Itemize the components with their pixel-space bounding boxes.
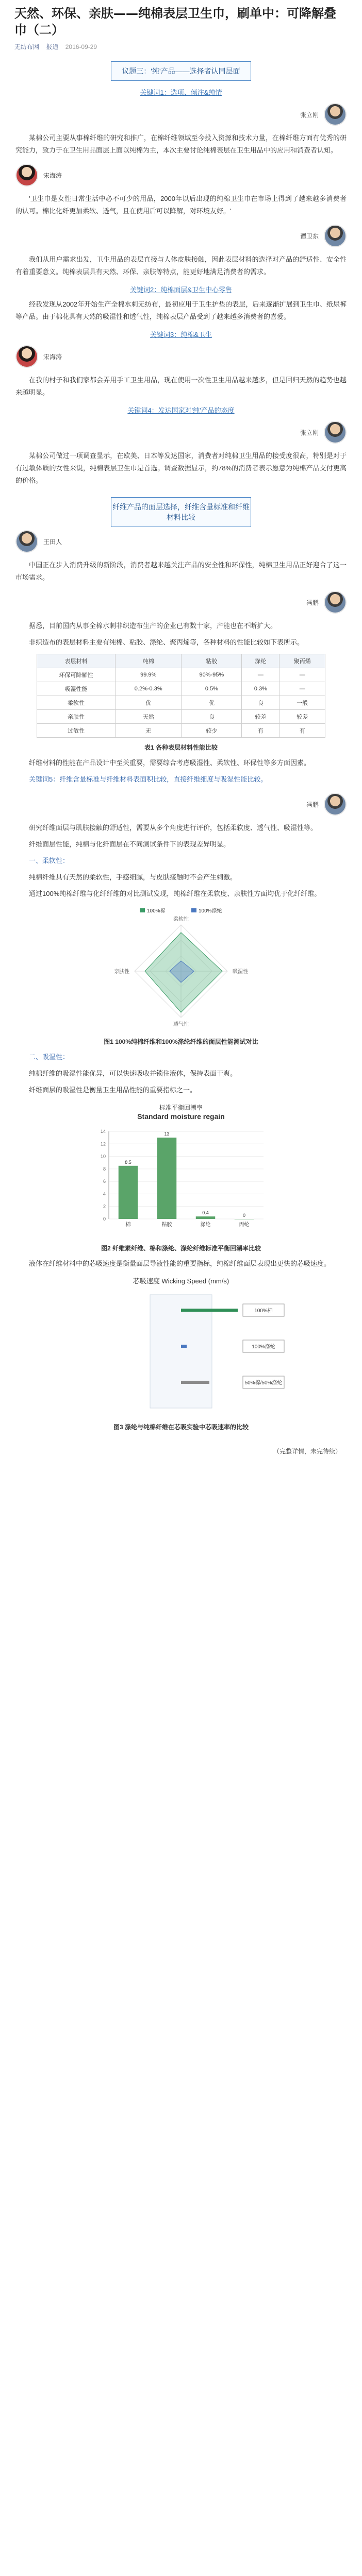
paragraph: 中国正在步入消费升级的新阶段，消费者越来越关注产品的安全性和环保性，纯棉卫生用品正好迎合了这一市场需求。 bbox=[15, 561, 347, 581]
speaker-name: 宋海涛 bbox=[43, 172, 62, 179]
paragraph: 非织造布的表层材料主要有纯棉、粘胶、涤纶、聚丙烯等，各种材料的性能比较如下表所示。 bbox=[29, 638, 304, 646]
table-cell: 吸湿性能 bbox=[37, 682, 116, 696]
table-row bbox=[37, 710, 325, 724]
speaker-row bbox=[0, 790, 362, 818]
y-tick-label: 12 bbox=[100, 1141, 106, 1147]
speaker-row bbox=[0, 418, 362, 446]
table-cell: 一般 bbox=[279, 696, 325, 710]
speaker-row bbox=[0, 527, 362, 555]
y-tick-label: 4 bbox=[103, 1191, 106, 1197]
keyword-line bbox=[0, 87, 362, 97]
paragraph: '卫生巾是女性日常生活中必不可少的用品，2000年以后出现的纯棉卫生巾在市场上得到了越来越多消费者的认可。棉比化纤更加柔软、透气，且在使用后可以降解，对环境友好。' bbox=[15, 195, 347, 215]
bar bbox=[196, 1216, 216, 1219]
avatar bbox=[15, 164, 38, 187]
article-date: 2016-09-29 bbox=[65, 43, 97, 50]
paragraph: 纤维面层性能，纯棉与化纤面层在不同测试条件下的表现差异明显。 bbox=[29, 840, 231, 848]
y-tick-label: 14 bbox=[100, 1129, 106, 1134]
table-header: 涤纶 bbox=[242, 654, 279, 668]
bar bbox=[157, 1138, 177, 1219]
article-header bbox=[0, 0, 362, 51]
legend-label: 100%涤纶 bbox=[199, 908, 222, 914]
chart-title: Standard moisture regain bbox=[137, 1112, 225, 1121]
data-label: 13 bbox=[164, 1131, 170, 1137]
y-tick-label: 2 bbox=[103, 1204, 106, 1209]
radar-label: 透气性 bbox=[173, 1022, 189, 1027]
x-tick-label: 棉 bbox=[125, 1222, 131, 1228]
speaker-row bbox=[0, 161, 362, 189]
table-row bbox=[37, 682, 325, 696]
topic-box: 纤维产品的面层选择，纤维含量标准和纤维材料比较 bbox=[111, 497, 251, 527]
table-cell: 良 bbox=[182, 710, 242, 724]
table-cell: 有 bbox=[279, 724, 325, 738]
table-header-row bbox=[37, 654, 325, 668]
subheading: 一、柔软性： bbox=[29, 857, 70, 865]
topic-box: 议题三：'纯'产品——选择者认同层面 bbox=[111, 61, 251, 81]
table-header: 聚丙烯 bbox=[279, 654, 325, 668]
figure-caption: 图3 涤纶与纯棉纤维在芯吸实验中芯吸速率的比较 bbox=[113, 1423, 249, 1431]
paragraph: 通过100%纯棉纤维与化纤纤维的对比测试发现，纯棉纤维在柔软度、亲肤性方面均优于化纤纤维。 bbox=[29, 890, 321, 897]
keyword-line bbox=[0, 405, 362, 415]
keyword-text: 关键词2：纯棉面层&卫生中心零售 bbox=[130, 286, 232, 294]
speaker-name: 宋海涛 bbox=[43, 353, 62, 361]
wicking-label: 50%棉/50%涤纶 bbox=[244, 1380, 283, 1386]
paragraph: 研究纤维面层与肌肤接触的舒适性，需要从多个角度进行评价，包括柔软度、透气性、吸湿性等。 bbox=[29, 824, 318, 832]
table-cell: 环保可降解性 bbox=[37, 668, 116, 682]
wicking-label: 100%涤纶 bbox=[252, 1344, 275, 1350]
paragraph: 某棉公司主要从事棉纤维的研究和推广，在棉纤维领域至今投入资源和技术力量，在棉纤维方面有优秀的研究能力，致力于在卫生用品面层上面以纯棉为主，本次主要讨论纯棉表层在卫生用品中的应用和消费者认知。 bbox=[15, 134, 347, 154]
table-cell: 天然 bbox=[115, 710, 182, 724]
speaker-name: 谭卫东 bbox=[300, 232, 319, 240]
speaker-name: 冯鹏 bbox=[306, 599, 319, 606]
article-author: 报道 bbox=[46, 43, 59, 50]
x-tick-label: 粘胶 bbox=[161, 1222, 172, 1228]
y-tick-label: 10 bbox=[100, 1154, 106, 1159]
radar-figure bbox=[83, 904, 279, 1033]
table-cell: 良 bbox=[242, 696, 279, 710]
table-cell: 90%-95% bbox=[182, 668, 242, 682]
bar bbox=[119, 1166, 138, 1219]
table-row bbox=[37, 696, 325, 710]
table-cell: 99.9% bbox=[115, 668, 182, 682]
table-cell: 较少 bbox=[182, 724, 242, 738]
paragraph: 在我的村子和我们家都会弄用手工卫生用品，现在使用一次性卫生用品越来越多，但是回归天然的趋势也越来越明显。 bbox=[15, 376, 347, 396]
article-title: 天然、环保、亲肤——纯棉表层卫生巾，刷单中：可降解叠巾（二） bbox=[14, 6, 336, 37]
bar-figure bbox=[83, 1100, 279, 1240]
table-cell: — bbox=[279, 668, 325, 682]
speaker-row bbox=[0, 588, 362, 616]
keyword-text: 关键词3：纯棉&卫生 bbox=[150, 331, 212, 338]
table-caption: 表1 各种表层材料性能比较 bbox=[144, 744, 218, 751]
avatar bbox=[324, 591, 347, 614]
table-cell: 有 bbox=[242, 724, 279, 738]
table-cell: 0.3% bbox=[242, 682, 279, 696]
table-header: 纯棉 bbox=[115, 654, 182, 668]
x-tick-label: 涤纶 bbox=[200, 1222, 211, 1228]
legend-swatch bbox=[191, 908, 196, 912]
keyword-text: 关键词1：选项、倾注&纯情 bbox=[140, 89, 222, 96]
paragraph: 某棉公司做过一项调查显示，在欧美、日本等发达国家，消费者对纯棉卫生用品的接受度很高，特别是对于有过敏体质的女性来说，纯棉表层卫生巾是首选。调查数据显示，约78%的消费者表示愿意为纯棉产品支付更高的价格。 bbox=[15, 452, 347, 484]
subheading: 二、吸湿性： bbox=[29, 1053, 70, 1061]
paragraph: 纤维面层的吸湿性是衡量卫生用品性能的重要指标之一。 bbox=[29, 1086, 197, 1094]
bar-chart bbox=[83, 1100, 279, 1240]
table-cell: 亲肤性 bbox=[37, 710, 116, 724]
table-cell: 较差 bbox=[242, 710, 279, 724]
radar-label: 吸湿性 bbox=[233, 969, 248, 975]
y-tick-label: 0 bbox=[103, 1216, 106, 1222]
paragraph: 液体在纤维材料中的芯吸速度是衡量面层导液性能的重要指标，纯棉纤维面层表现出更快的芯吸速度。 bbox=[29, 1260, 331, 1267]
article-footer: （完整详情，未完待续） bbox=[273, 1448, 341, 1455]
table-row bbox=[37, 724, 325, 738]
table-row bbox=[37, 668, 325, 682]
keyword-text: 关键词4：发达国家对'纯'产品的态度 bbox=[127, 406, 235, 414]
legend-label: 100%棉 bbox=[147, 908, 166, 914]
paragraph: 我们从用户需求出发，卫生用品的表层直接与人体皮肤接触，因此表层材料的选择对产品的舒适性、安全性有着重要意义。纯棉表层具有天然、环保、亲肤等特点，能更好地满足消费者的需求。 bbox=[15, 256, 347, 276]
data-label: 0.4 bbox=[202, 1210, 209, 1216]
speaker-name: 冯鹏 bbox=[306, 801, 319, 808]
figure-caption: 图1 100%纯棉纤维和100%涤纶纤维的面层性能测试对比 bbox=[104, 1038, 258, 1045]
paragraph: 经我发现从2002年开始生产全棉水刺无纺布，最初应用于卫生护垫的表层，后来逐渐扩展到卫生巾、纸尿裤等产品。由于棉花具有天然的吸湿性和透气性，纯棉表层产品受到了越来越多消费者的喜爱。 bbox=[15, 300, 347, 320]
table-cell: 柔软性 bbox=[37, 696, 116, 710]
table-cell: 过敏性 bbox=[37, 724, 116, 738]
table-header: 粘胶 bbox=[182, 654, 242, 668]
paragraph: 纯棉纤维具有天然的柔软性，手感细腻，与皮肤接触时不会产生刺激。 bbox=[29, 873, 237, 881]
quote-key: 关键词5：纤维含量标准与纤维材料表面积比较，直接纤维细度与吸湿性能比较。 bbox=[29, 775, 268, 783]
wicking-label: 100%棉 bbox=[254, 1308, 273, 1314]
speaker-row bbox=[0, 222, 362, 249]
table-cell: 0.2%-0.3% bbox=[115, 682, 182, 696]
avatar bbox=[324, 103, 347, 126]
keyword-line bbox=[0, 329, 362, 339]
avatar bbox=[324, 421, 347, 444]
table-cell: 0.5% bbox=[182, 682, 242, 696]
speaker-name: 张立刚 bbox=[300, 429, 319, 436]
figure-caption: 图2 纤维素纤维、棉和涤纶、涤纶纤维标准平衡回潮率比较 bbox=[101, 1245, 261, 1252]
table-header: 表层材料 bbox=[37, 654, 116, 668]
table-cell: 优 bbox=[115, 696, 182, 710]
article-meta bbox=[14, 42, 348, 51]
radar-chart bbox=[83, 904, 279, 1033]
data-label: 8.5 bbox=[125, 1159, 131, 1165]
table-cell: 无 bbox=[115, 724, 182, 738]
keyword-line bbox=[0, 284, 362, 294]
chart-title: 芯吸速度 Wicking Speed (mm/s) bbox=[133, 1277, 229, 1285]
speaker-row bbox=[0, 100, 362, 128]
paragraph: 纯棉纤维的吸湿性能优异，可以快速吸收并锁住液体，保持表面干爽。 bbox=[29, 1070, 237, 1077]
avatar bbox=[15, 345, 38, 368]
paragraph: 据悉，目前国内从事全棉水刺非织造布生产的企业已有数十家，产能也在不断扩大。 bbox=[29, 622, 277, 630]
avatar bbox=[324, 793, 347, 816]
y-tick-label: 6 bbox=[103, 1179, 106, 1184]
x-tick-label: 丙纶 bbox=[239, 1222, 250, 1228]
avatar bbox=[15, 530, 38, 553]
y-tick-label: 8 bbox=[103, 1166, 106, 1172]
paragraph: 纤维材料的性能在产品设计中至关重要，需要综合考虑吸湿性、柔软性、环保性等多方面因素。 bbox=[29, 759, 311, 767]
speaker-name: 王田人 bbox=[43, 538, 62, 546]
wicking-figure bbox=[73, 1274, 289, 1418]
speaker-name: 张立刚 bbox=[300, 111, 319, 118]
table-cell: 优 bbox=[182, 696, 242, 710]
table-cell: — bbox=[242, 668, 279, 682]
chart-title-cn: 标准平衡回潮率 bbox=[159, 1104, 203, 1111]
material-table bbox=[37, 654, 325, 738]
table-cell: 较差 bbox=[279, 710, 325, 724]
speaker-row bbox=[0, 342, 362, 370]
radar-label: 柔软性 bbox=[173, 917, 189, 922]
radar-label: 亲肤性 bbox=[114, 969, 129, 975]
avatar bbox=[324, 225, 347, 247]
data-label: 0 bbox=[242, 1213, 246, 1218]
table-cell: — bbox=[279, 682, 325, 696]
wicking-chart bbox=[73, 1274, 289, 1418]
article-source-link[interactable]: 无纺布网 bbox=[14, 43, 40, 50]
legend-swatch bbox=[140, 908, 145, 912]
